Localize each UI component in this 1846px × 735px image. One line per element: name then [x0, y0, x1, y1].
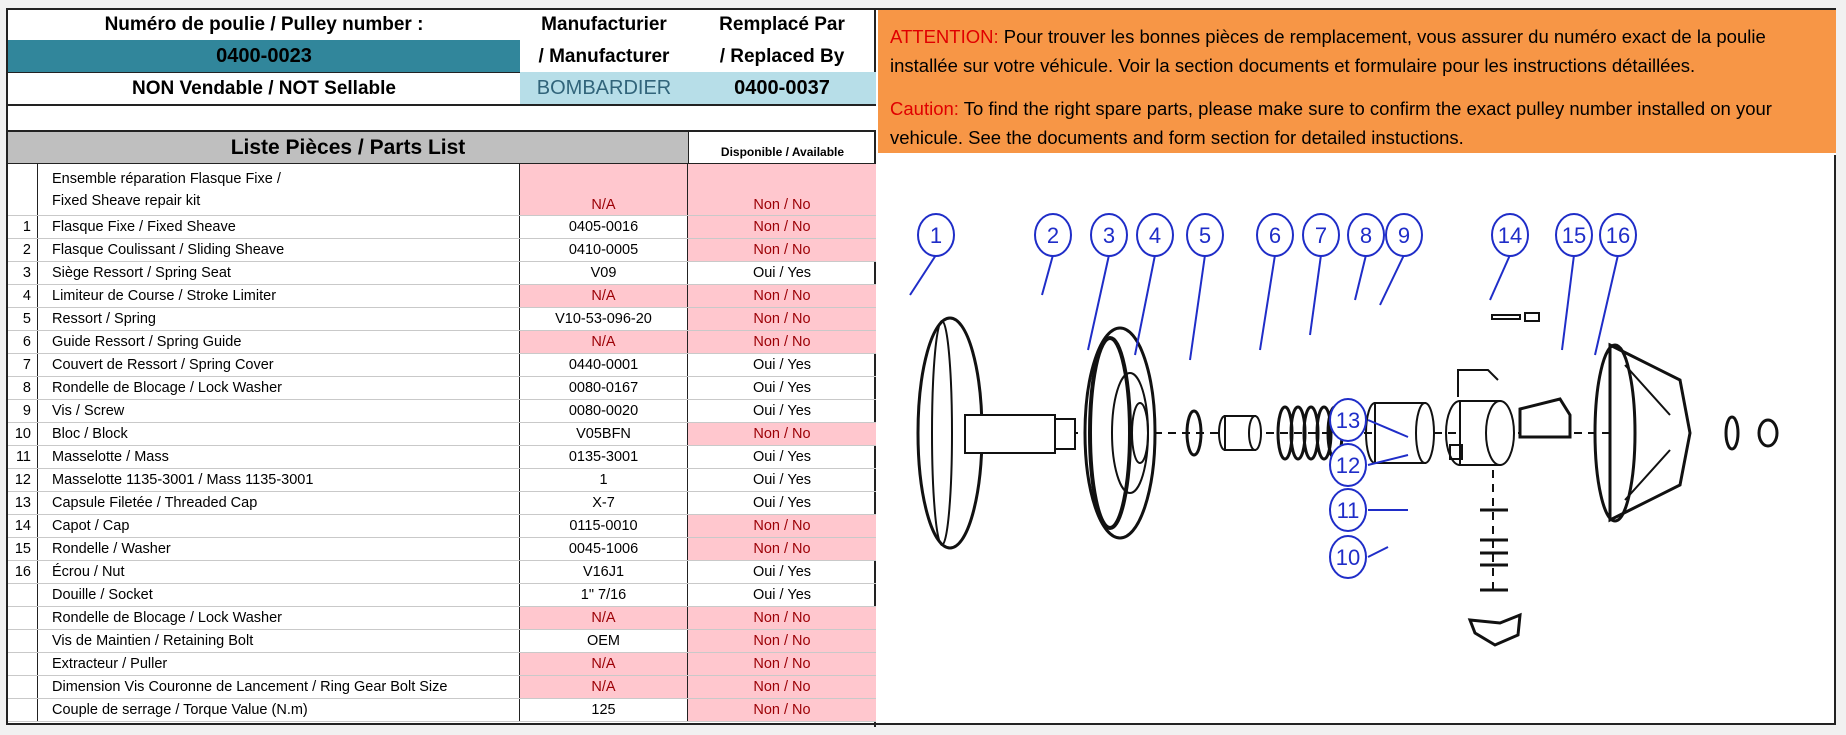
parts-list-table: [8, 130, 876, 727]
availability-cell: Non / No: [688, 308, 876, 330]
part-ref-cell: 0410-0005: [520, 239, 688, 261]
part-number-cell: [8, 630, 38, 652]
part-name-line2: Fixed Sheave repair kit: [52, 192, 201, 209]
part-ref-cell: V05BFN: [520, 423, 688, 445]
availability-cell: Non / No: [688, 239, 876, 261]
table-row: [8, 354, 876, 377]
table-row: [8, 538, 876, 561]
part-number-cell: [8, 653, 38, 675]
part-name-cell: [38, 164, 520, 215]
callout-label: 1: [929, 223, 943, 248]
warning-fr-text: Pour trouver les bonnes pièces de remplacement, vous assurer du numéro exact de la poulie installée sur votre véhicule. Voir la section documents et formulaire pour les instructions détaillées.: [890, 26, 1766, 76]
callout-label: 6: [1268, 223, 1282, 248]
warning-en: [890, 94, 1824, 152]
part-number-cell: [8, 699, 38, 721]
callout-4: [1135, 214, 1173, 355]
callout-label: 11: [1336, 498, 1360, 523]
part-name-cell: Vis / Screw: [38, 400, 520, 422]
callout-label: 12: [1335, 453, 1361, 478]
part-name-line1: Ensemble réparation Flasque Fixe /: [52, 170, 281, 187]
part-number-cell: 13: [8, 492, 38, 514]
table-row: [8, 285, 876, 308]
table-row: [8, 377, 876, 400]
part-ref-cell: 0135-3001: [520, 446, 688, 468]
callout-label: 9: [1397, 223, 1411, 248]
part-number-cell: 11: [8, 446, 38, 468]
part-masses: [1470, 510, 1520, 645]
part-ref-cell: N/A: [520, 653, 688, 675]
availability-cell: Oui / Yes: [752, 495, 812, 511]
callout-9: [1380, 214, 1422, 305]
callout-leader-line: [1260, 255, 1275, 350]
part-ref-cell: 0080-0020: [520, 400, 688, 422]
part-number-cell: [8, 584, 38, 606]
table-row: [8, 515, 876, 538]
callout-label: 13: [1335, 408, 1361, 433]
part-ref-cell: N/A: [520, 676, 688, 698]
callout-11: [1330, 489, 1408, 531]
part-name-cell: Capot / Cap: [38, 515, 520, 537]
part-lock-washer: [1492, 315, 1520, 319]
sellable-status: NON Vendable / NOT Sellable: [8, 72, 520, 104]
availability-cell: Oui / Yes: [752, 587, 812, 603]
part-number-cell: 5: [8, 308, 38, 330]
part-ref-cell: N/A: [520, 607, 688, 629]
part-stroke-limiter: [1219, 416, 1261, 450]
part-number-cell: 12: [8, 469, 38, 491]
table-row: [8, 630, 876, 653]
callout-1: [910, 214, 954, 295]
replaced-by-value: 0400-0037: [688, 72, 876, 104]
part-number-cell: 8: [8, 377, 38, 399]
parts-list-title: Liste Pièces / Parts List: [8, 132, 688, 164]
callout-label: 4: [1148, 223, 1162, 248]
callout-6: [1257, 214, 1293, 350]
part-ref-cell: X-7: [520, 492, 688, 514]
part-ref-cell: OEM: [520, 630, 688, 652]
part-cap: [1595, 345, 1690, 521]
table-row: [8, 676, 876, 699]
part-name-cell: Écrou / Nut: [38, 561, 520, 583]
callout-8: [1348, 214, 1384, 300]
part-ref-cell: 0115-0010: [520, 515, 688, 537]
part-name-cell: Limiteur de Course / Stroke Limiter: [38, 285, 520, 307]
availability-cell: Non / No: [688, 630, 876, 652]
availability-cell: Non / No: [688, 515, 876, 537]
warning-en-label: Caution:: [890, 98, 959, 119]
availability-cell: Non / No: [688, 216, 876, 238]
part-name-cell: Masselotte 1135-3001 / Mass 1135-3001: [38, 469, 520, 491]
part-name-cell: Rondelle de Blocage / Lock Washer: [38, 377, 520, 399]
callout-label: 5: [1198, 223, 1212, 248]
callout-leader-line: [1562, 255, 1574, 350]
part-number-cell: 15: [8, 538, 38, 560]
manufacturer-label-line2: / Manufacturer: [538, 46, 670, 67]
part-ref-cell: 125: [520, 699, 688, 721]
table-row: [8, 262, 876, 285]
availability-cell: Non / No: [688, 699, 876, 721]
part-ref-cell: N/A: [520, 164, 688, 215]
part-spring-cover: [1446, 370, 1514, 465]
callout-label: 3: [1102, 223, 1116, 248]
table-row: [8, 607, 876, 630]
part-number-cell: 10: [8, 423, 38, 445]
table-row: [8, 561, 876, 584]
availability-cell: Non / No: [688, 164, 876, 215]
availability-cell: Non / No: [688, 285, 876, 307]
part-name-cell: Siège Ressort / Spring Seat: [38, 262, 520, 284]
callout-label: 15: [1561, 223, 1587, 248]
callout-leader-line: [1310, 255, 1321, 335]
part-name-cell: Couple de serrage / Torque Value (N.m): [38, 699, 520, 721]
replaced-by-label-line1: Remplacé Par: [719, 14, 845, 35]
pulley-header: [8, 10, 876, 106]
callout-label: 10: [1335, 545, 1361, 570]
part-washer: [1726, 417, 1738, 449]
availability-cell: Non / No: [688, 538, 876, 560]
callout-5: [1187, 214, 1223, 360]
part-screw: [1525, 313, 1539, 321]
part-name-cell: Guide Ressort / Spring Guide: [38, 331, 520, 353]
table-row: [8, 469, 876, 492]
part-name-cell: Dimension Vis Couronne de Lancement / Ring Gear Bolt Size: [38, 676, 520, 698]
part-number-cell: 14: [8, 515, 38, 537]
table-row: [8, 584, 876, 607]
table-row: [8, 164, 876, 216]
warning-box: [878, 10, 1836, 155]
table-row: [8, 216, 876, 239]
part-ref-cell: V10-53-096-20: [520, 308, 688, 330]
availability-cell: Oui / Yes: [752, 564, 812, 580]
callout-leader-line: [1042, 255, 1053, 295]
part-sliding-sheave: [1085, 328, 1155, 538]
part-name-cell: Bloc / Block: [38, 423, 520, 445]
part-name-cell: Rondelle / Washer: [38, 538, 520, 560]
replaced-by-label: [688, 10, 876, 72]
part-name-cell: Couvert de Ressort / Spring Cover: [38, 354, 520, 376]
callout-2: [1035, 214, 1071, 295]
table-row: [8, 446, 876, 469]
callout-16: [1595, 214, 1636, 355]
availability-cell: Non / No: [688, 331, 876, 353]
part-ref-cell: N/A: [520, 285, 688, 307]
part-ref-cell: 0080-0167: [520, 377, 688, 399]
callout-label: 2: [1046, 223, 1060, 248]
part-name-cell: Vis de Maintien / Retaining Bolt: [38, 630, 520, 652]
callout-leader-line: [1135, 255, 1155, 355]
part-number-cell: 2: [8, 239, 38, 261]
part-fixed-sheave: [918, 318, 1075, 548]
part-ref-cell: 1: [520, 469, 688, 491]
callout-leader-line: [1190, 255, 1205, 360]
warning-en-text: To find the right spare parts, please make sure to confirm the exact pulley number installed on your vehicule. See the documents and form section for detailed instuctions.: [890, 98, 1772, 148]
part-name-cell: Ressort / Spring: [38, 308, 520, 330]
parts-list-rows: [8, 164, 876, 722]
part-ref-cell: V09: [520, 262, 688, 284]
callout-label: 8: [1359, 223, 1373, 248]
part-name-cell: Masselotte / Mass: [38, 446, 520, 468]
part-number-cell: [8, 164, 38, 215]
warning-fr-label: ATTENTION:: [890, 26, 999, 47]
part-ref-cell: V16J1: [520, 561, 688, 583]
availability-cell: Non / No: [688, 676, 876, 698]
part-name-cell: Capsule Filetée / Threaded Cap: [38, 492, 520, 514]
availability-cell: Oui / Yes: [752, 357, 812, 373]
table-row: [8, 400, 876, 423]
part-nut: [1759, 420, 1777, 446]
warning-fr: [890, 22, 1824, 80]
availability-cell: Non / No: [688, 423, 876, 445]
part-name-cell: Extracteur / Puller: [38, 653, 520, 675]
part-number-cell: 7: [8, 354, 38, 376]
part-ref-cell: 1" 7/16: [520, 584, 688, 606]
table-row: [8, 423, 876, 446]
table-row: [8, 699, 876, 722]
part-name-cell: Flasque Coulissant / Sliding Sheave: [38, 239, 520, 261]
replaced-by-label-line2: / Replaced By: [719, 46, 845, 67]
callout-leader-line: [1380, 255, 1404, 305]
callout-label: 7: [1314, 223, 1328, 248]
part-ref-cell: 0440-0001: [520, 354, 688, 376]
part-number-cell: 6: [8, 331, 38, 353]
table-row: [8, 492, 876, 515]
callout-14: [1490, 214, 1528, 300]
callout-label: 16: [1605, 223, 1631, 248]
availability-cell: Oui / Yes: [752, 449, 812, 465]
pulley-number-label: Numéro de poulie / Pulley number :: [104, 14, 424, 35]
exploded-pulley-diagram: [880, 175, 1834, 710]
callout-label: 14: [1497, 223, 1523, 248]
part-number-cell: 4: [8, 285, 38, 307]
callout-leader-line: [1595, 255, 1618, 355]
part-number-cell: 16: [8, 561, 38, 583]
callout-7: [1303, 214, 1339, 335]
part-number-cell: 1: [8, 216, 38, 238]
callout-10: [1330, 536, 1388, 578]
manufacturer-label: [520, 10, 688, 72]
callout-leader-line: [1368, 547, 1388, 557]
part-number-cell: [8, 607, 38, 629]
part-ref-cell: 0045-1006: [520, 538, 688, 560]
availability-cell: Non / No: [688, 653, 876, 675]
availability-cell: Oui / Yes: [752, 472, 812, 488]
manufacturer-value: BOMBARDIER: [520, 72, 688, 104]
part-number-cell: 3: [8, 262, 38, 284]
table-row: [8, 331, 876, 354]
table-row: [8, 239, 876, 262]
part-name-cell: Flasque Fixe / Fixed Sheave: [38, 216, 520, 238]
callout-15: [1556, 214, 1592, 350]
callout-leader-line: [1490, 255, 1510, 300]
table-row: [8, 308, 876, 331]
availability-cell: Oui / Yes: [752, 403, 812, 419]
callout-leader-line: [1355, 255, 1366, 300]
part-number-cell: 9: [8, 400, 38, 422]
pulley-number-value: 0400-0023: [8, 40, 520, 72]
part-number-cell: [8, 676, 38, 698]
part-ref-cell: N/A: [520, 331, 688, 353]
part-name-cell: Douille / Socket: [38, 584, 520, 606]
part-block: [1520, 399, 1570, 437]
part-ref-cell: 0405-0016: [520, 216, 688, 238]
manufacturer-label-line1: Manufacturier: [541, 14, 667, 35]
parts-sheet: [6, 8, 1836, 725]
diagram-svg: [880, 175, 1834, 710]
availability-cell: Non / No: [688, 607, 876, 629]
part-name-cell: Rondelle de Blocage / Lock Washer: [38, 607, 520, 629]
availability-cell: Oui / Yes: [752, 380, 812, 396]
availability-cell: Oui / Yes: [752, 265, 812, 281]
table-row: [8, 653, 876, 676]
availability-header: Disponible / Available: [688, 132, 876, 164]
callout-leader-line: [910, 255, 936, 295]
